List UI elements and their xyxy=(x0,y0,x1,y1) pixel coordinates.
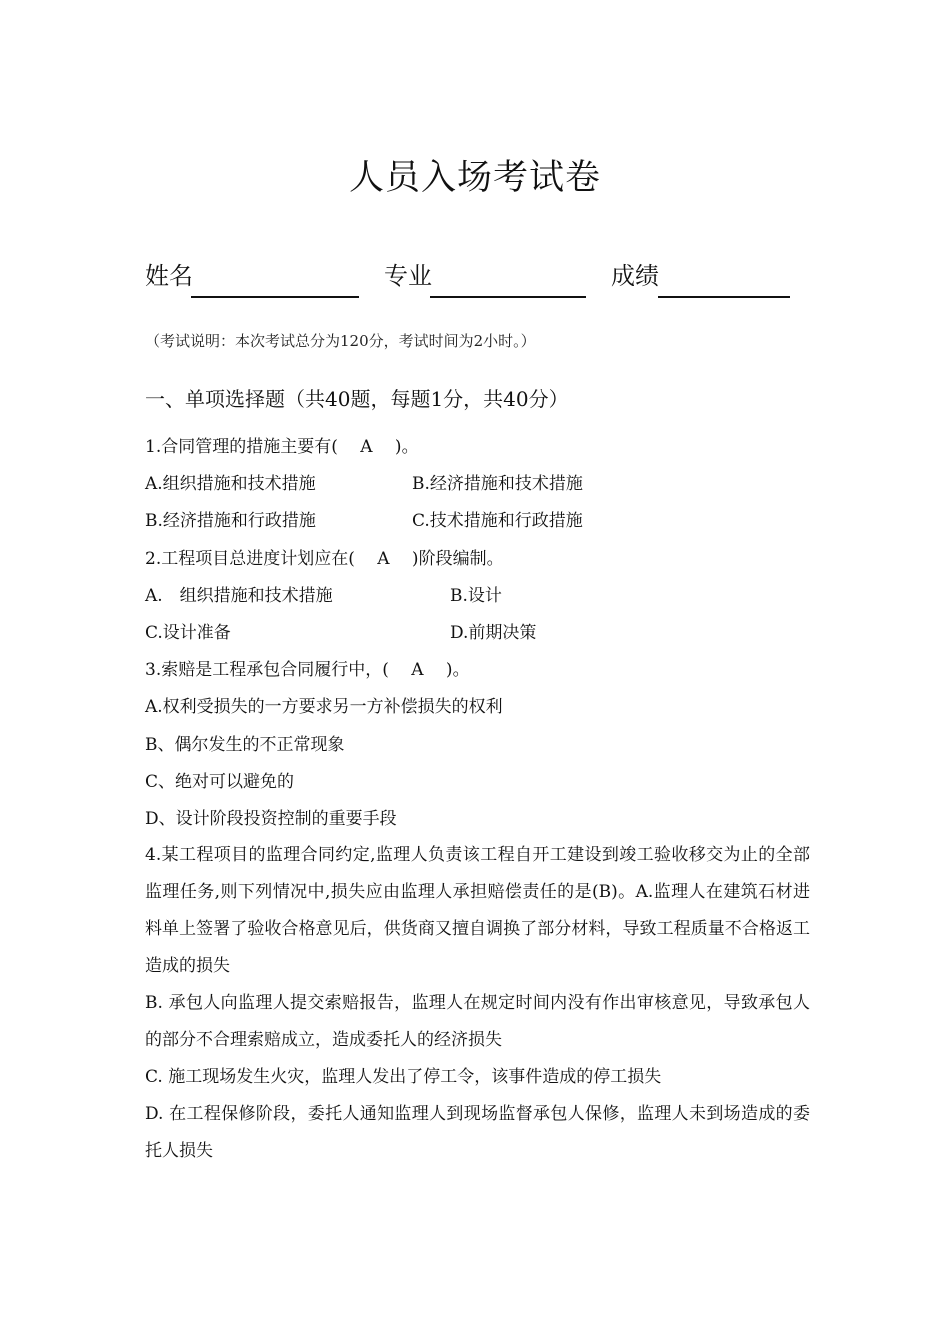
major-label: 专业 xyxy=(384,262,432,290)
question-1-option: B.经济措施和技术措施 xyxy=(412,474,583,494)
question-3-option-b: B、偶尔发生的不正常现象 xyxy=(145,735,345,755)
question-3-option-a: A.权利受损失的一方要求另一方补偿损失的权利 xyxy=(145,697,503,717)
name-label: 姓名 xyxy=(145,262,193,290)
question-3-option-d: D、设计阶段投资控制的重要手段 xyxy=(145,809,397,829)
question-4-option-c: C. 施工现场发生火灾，监理人发出了停工令，该事件造成的停工损失 xyxy=(145,1067,662,1087)
question-1-option: B.经济措施和行政措施 xyxy=(145,511,316,531)
question-4-option-b: B. 承包人向监理人提交索赔报告，监理人在规定时间内没有作出审核意见，导致承包人的部分不合理索赔成立，造成委托人的经济损失 xyxy=(145,993,810,1050)
score-blank-line xyxy=(658,296,790,298)
exam-instructions: （考试说明：本次考试总分为120分，考试时间为2小时。） xyxy=(145,332,536,350)
page-title: 人员入场考试卷 xyxy=(348,158,601,198)
major-blank-line xyxy=(430,296,586,298)
name-blank-line xyxy=(191,296,359,298)
question-2-option: D.前期决策 xyxy=(450,623,537,643)
question-1-option: A.组织措施和技术措施 xyxy=(145,474,316,494)
question-1-option: C.技术措施和行政措施 xyxy=(412,511,583,531)
question-1-stem: 1.合同管理的措施主要有( A )。 xyxy=(145,437,419,457)
question-2-stem: 2.工程项目总进度计划应在( A )阶段编制。 xyxy=(145,549,504,569)
question-3-option-c: C、绝对可以避免的 xyxy=(145,772,295,792)
score-label: 成绩 xyxy=(611,262,659,290)
question-4-option-d: D. 在工程保修阶段，委托人通知监理人到现场监督承包人保修，监理人未到场造成的委托人损失 xyxy=(145,1104,810,1161)
question-2-option: A. 组织措施和技术措施 xyxy=(145,586,333,606)
question-3-stem: 3.索赔是工程承包合同履行中，( A )。 xyxy=(145,660,470,680)
question-2-option: C.设计准备 xyxy=(145,623,231,643)
section-heading: 一、单项选择题（共40题，每题1分，共40分） xyxy=(145,387,569,411)
question-4-stem: 4.某工程项目的监理合同约定,监理人负责该工程自开工建设到竣工验收移交为止的全部监理任务,则下列情况中,损失应由监理人承担赔偿责任的是(B)。A.监理人在建筑石材进料单上签署了验收合格意见后，供货商又擅自调换了部分材料，导致工程质量不合格返工造成的损失 xyxy=(145,845,810,976)
student-info-row xyxy=(145,256,805,302)
question-2-option: B.设计 xyxy=(450,586,502,606)
